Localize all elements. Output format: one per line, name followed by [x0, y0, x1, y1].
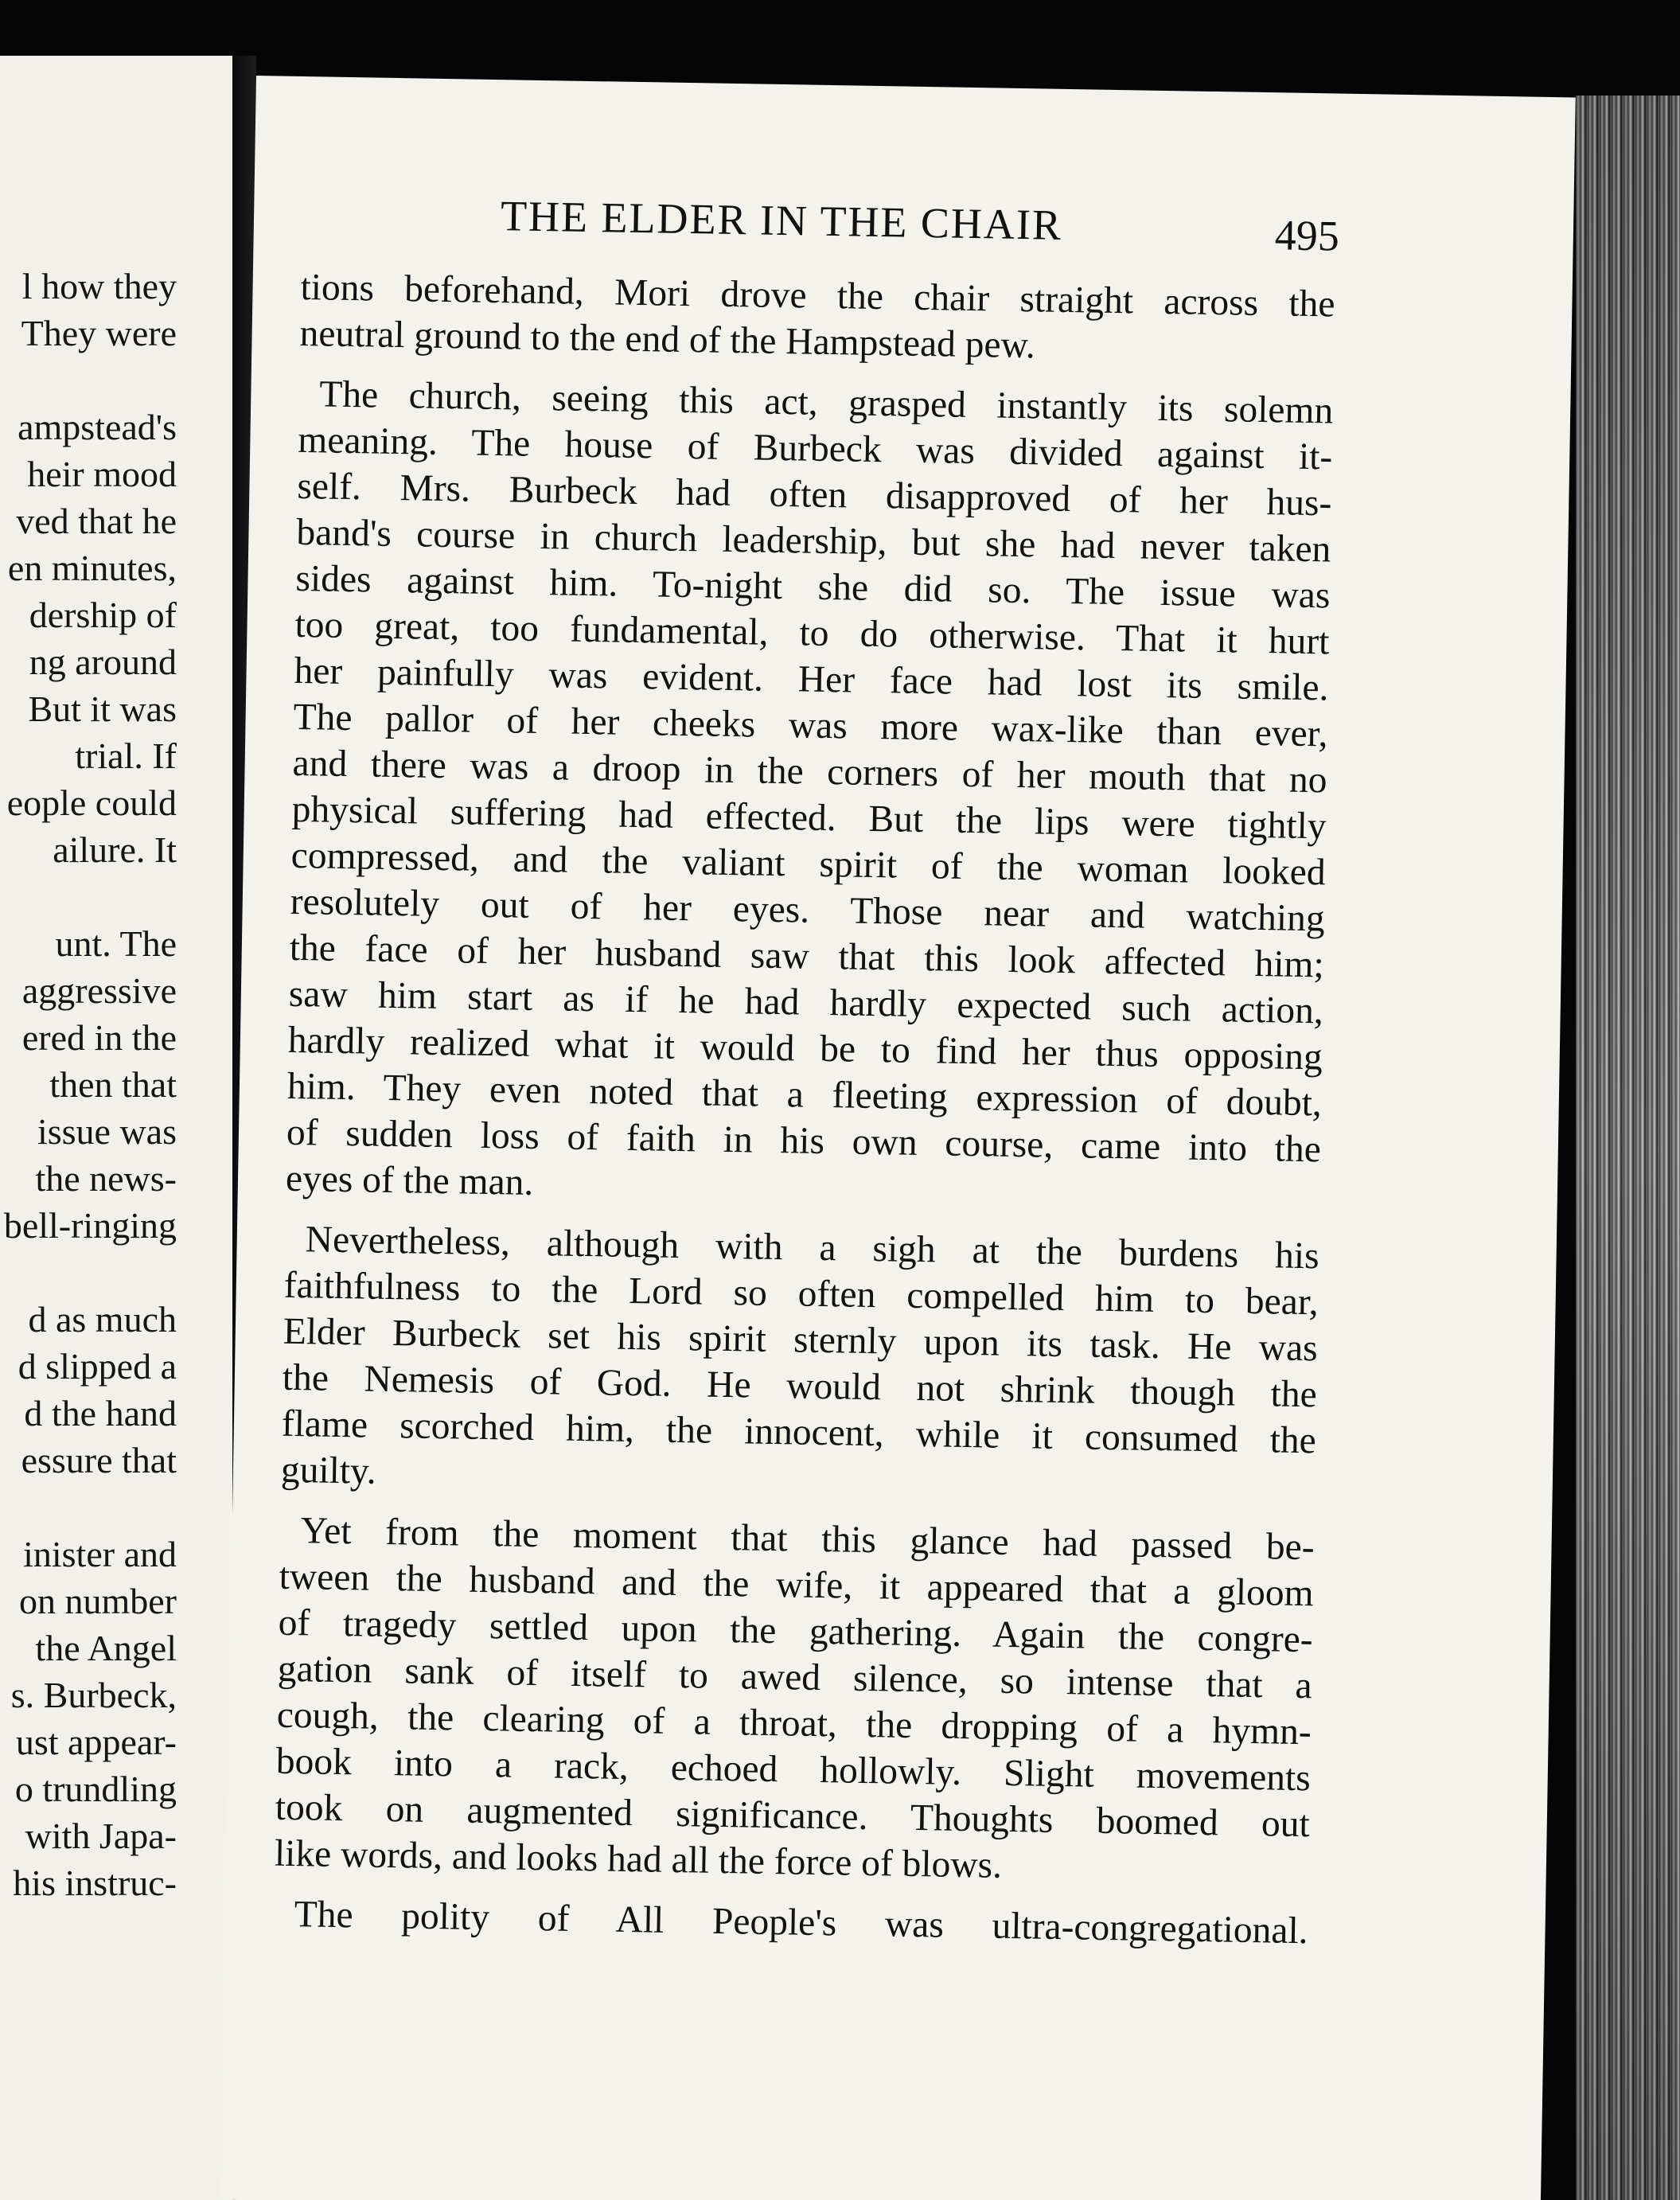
left-line: ampstead's	[18, 407, 177, 447]
left-line	[0, 1249, 177, 1296]
left-line: d slipped a	[18, 1346, 177, 1387]
left-line: l how they	[21, 266, 177, 306]
left-line: ered in the	[21, 1017, 177, 1058]
text-line: tions beforehand, Mori drove the chair straight across the	[300, 266, 1335, 326]
text-line: band's course in church leadership, but she had never taken	[296, 511, 1331, 571]
text-line: self. Mrs. Burbeck had often disapproved of her hus-	[297, 465, 1332, 525]
paragraph	[299, 264, 1335, 374]
left-line: trial. If	[75, 735, 177, 776]
text-line: hardly realized what it would be to find her thus opposing	[287, 1019, 1323, 1079]
text-line: flame scorched him, the innocent, while it consumed the	[281, 1402, 1317, 1462]
text-line: Nevertheless, although with a sigh at the burdens his	[305, 1219, 1320, 1277]
paragraph	[280, 1216, 1319, 1511]
text-line: and there was a droop in the corners of her mouth that no	[292, 742, 1327, 802]
paragraph	[274, 1508, 1315, 1894]
text-line: guilty.	[280, 1449, 377, 1492]
left-line: s. Burbeck,	[10, 1675, 177, 1715]
left-line: the news-	[35, 1158, 177, 1199]
text-line: of tragedy settled upon the gathering. Again the congre-	[278, 1601, 1314, 1661]
text-line: compressed, and the valiant spirit of the woman looked	[290, 834, 1327, 894]
left-line: heir mood	[27, 454, 177, 494]
left-line: his instruc-	[13, 1863, 177, 1903]
left-line: But it was	[28, 688, 177, 729]
left-line: o trundling	[14, 1769, 177, 1809]
left-line: They were	[21, 313, 177, 353]
text-line: Yet from the moment that this glance had passed be-	[300, 1510, 1315, 1569]
right-page	[221, 76, 1576, 2200]
text-line: eyes of the man.	[285, 1157, 534, 1203]
left-line: en minutes,	[7, 548, 177, 588]
left-page-fragment	[0, 56, 232, 2200]
left-line: dership of	[29, 595, 177, 635]
text-line: resolutely out of her eyes. Those near and watching	[290, 880, 1326, 940]
left-line: ailure. It	[53, 829, 177, 870]
text-line: her painfully was evident. Her face had lost its smile.	[294, 649, 1329, 709]
left-page-text	[0, 263, 177, 1906]
paragraph	[273, 1891, 1308, 1955]
text-line: The church, seeing this act, grasped instantly its solemn	[318, 373, 1334, 432]
left-line	[0, 1484, 177, 1531]
left-line: on number	[18, 1581, 177, 1621]
left-line: inister and	[23, 1534, 177, 1574]
left-line	[0, 357, 177, 404]
text-line: neutral ground to the end of the Hampstead pew.	[299, 312, 1036, 367]
left-line: essure that	[21, 1440, 177, 1480]
page-header	[253, 187, 1573, 272]
left-line: with Japa-	[25, 1816, 177, 1856]
left-line: the Angel	[35, 1628, 177, 1668]
text-line: the face of her husband saw that this look affected him;	[289, 926, 1325, 986]
running-head-title: THE ELDER IN THE CHAIR	[500, 192, 1063, 249]
text-line: meaning. The house of Burbeck was divided against it-	[297, 419, 1333, 478]
text-line: faithfulness to the Lord so often compelled him to bear,	[283, 1264, 1319, 1324]
text-line: saw him start as if he had hardly expected such action,	[288, 973, 1324, 1032]
left-line: bell-ringing	[3, 1205, 177, 1246]
left-line: issue was	[37, 1111, 177, 1152]
left-line: then that	[49, 1064, 177, 1105]
page-body	[273, 264, 1335, 1954]
text-line: of sudden loss of faith in his own course, came into the	[286, 1111, 1322, 1171]
text-line: the Nemesis of God. He would not shrink though the	[282, 1356, 1318, 1416]
left-line: d the hand	[24, 1393, 177, 1434]
text-line: book into a rack, echoed hollowly. Slight movements	[275, 1740, 1312, 1800]
left-line: ved that he	[16, 501, 177, 541]
text-line: The pallor of her cheeks was more wax-like than ever,	[293, 696, 1328, 755]
text-line: Elder Burbeck set his spirit sternly upon its task. He was	[283, 1310, 1319, 1370]
left-line	[0, 873, 177, 920]
book-page-edges-shade	[1576, 96, 1680, 2200]
text-line: tween the husband and the wife, it appeared that a gloom	[279, 1555, 1314, 1615]
left-line: ust appear-	[15, 1722, 177, 1762]
text-line: like words, and looks had all the force of blows.	[274, 1832, 1003, 1886]
paragraph	[286, 371, 1334, 1219]
text-line: took on augmented significance. Thoughts boomed out	[275, 1786, 1311, 1846]
left-line: ng around	[29, 642, 177, 682]
text-line: cough, the clearing of a throat, the dropping of a hymn-	[276, 1694, 1312, 1753]
page-number: 495	[1274, 211, 1340, 260]
text-line: him. They even noted that a fleeting expression of doubt,	[286, 1065, 1323, 1125]
left-line: d as much	[28, 1299, 177, 1340]
left-line: aggressive	[21, 970, 177, 1011]
left-line: eople could	[6, 782, 177, 823]
text-line: sides against him. To-night she did so. The issue was	[295, 557, 1331, 617]
text-line: physical suffering had effected. But the lips were tightly	[291, 788, 1327, 848]
text-line: too great, too fundamental, to do otherwise. That it hurt	[294, 603, 1330, 663]
text-line: gation sank of itself to awed silence, so intense that a	[277, 1648, 1313, 1707]
text-line: The polity of All People's was ultra-congregational.	[294, 1894, 1308, 1952]
left-line: unt. The	[55, 923, 177, 964]
